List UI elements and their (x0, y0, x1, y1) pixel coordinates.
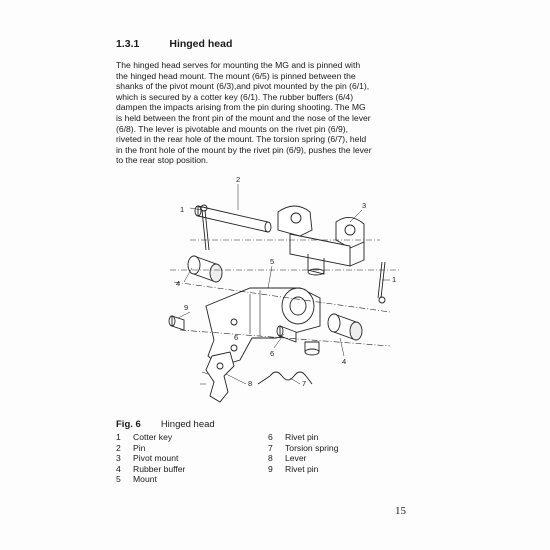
body-paragraph (116, 60, 430, 166)
legend-number: 3 (116, 453, 121, 463)
legend-label: Mount (133, 474, 157, 484)
section-title: Hinged head (169, 38, 233, 50)
paragraph-line: to the rear stop position. (116, 155, 209, 166)
callout-label: 5 (270, 257, 275, 266)
legend-item (116, 464, 266, 475)
callout-label: 8 (248, 379, 253, 388)
lever-part (200, 352, 234, 402)
legend-number: 2 (116, 442, 121, 453)
legend-label: Pivot mount (133, 453, 179, 463)
callout-label: 3 (362, 201, 367, 210)
callout-label: 2 (236, 175, 241, 184)
exploded-view-drawing (150, 170, 410, 410)
legend-item (268, 453, 418, 464)
legend-item (268, 432, 418, 443)
legend-column-left (116, 432, 266, 485)
callout-label: 4 (342, 357, 347, 366)
legend-number: 6 (268, 432, 273, 442)
section-heading (116, 38, 232, 50)
callout-label: 1 (180, 205, 185, 214)
paragraph-line: which is secured by a cotter key (6/1). The rubber buffers (6/4) (116, 91, 354, 102)
rubber-buffer-part (328, 314, 362, 340)
figure-title: Hinged head (160, 419, 215, 430)
legend-number: 1 (116, 432, 121, 442)
callout-label: 4 (176, 279, 181, 288)
legend-item (116, 432, 266, 443)
legend-number: 9 (268, 463, 273, 474)
legend-label: Torsion spring (285, 442, 339, 453)
rubber-buffer-part (188, 256, 222, 282)
legend-number: 7 (268, 442, 273, 453)
figure-number: Fig. 6 (116, 419, 141, 430)
figure-caption (116, 419, 215, 430)
callout-label: 7 (302, 379, 307, 388)
paragraph-line: (6/8). The lever is pivotable and mounts on the rivet pin (6/9), (116, 123, 348, 134)
callout-label: 1 (392, 275, 397, 284)
legend-column-right (268, 432, 418, 474)
legend-label: Rubber buffer (133, 463, 186, 474)
legend-label: Rivet pin (285, 463, 319, 474)
paragraph-line: is held between the front pin of the mount and the nose of the lever (116, 112, 371, 123)
callout-label: 6 (270, 349, 275, 358)
hinged-head-exploded-diagram (150, 170, 410, 410)
legend-item (116, 443, 266, 454)
legend-number: 4 (116, 463, 121, 474)
callout-label: 9 (184, 303, 189, 312)
legend-item (268, 464, 418, 475)
legend-number: 8 (268, 453, 273, 463)
callout-label: 6 (234, 333, 239, 342)
legend-item (268, 443, 418, 454)
rivet-pin-part (169, 316, 184, 330)
paragraph-line: riveted in the rear hole of the mount. The torsion spring (6/7), held (116, 134, 367, 145)
legend-item (116, 474, 266, 485)
legend-item (116, 453, 266, 464)
paragraph-line: The hinged head serves for mounting the MG and is pinned with (116, 60, 361, 70)
cotter-key-part (378, 262, 385, 303)
pivot-mount-part (278, 206, 364, 275)
legend-label: Pin (133, 442, 146, 453)
paragraph-line: the hinged head mount. The mount (6/5) is pinned between the (116, 70, 356, 81)
paragraph-line: in the front hole of the mount by the rivet pin (6/9), pushes the lever (116, 144, 372, 155)
legend-label: Rivet pin (285, 432, 319, 442)
legend-number: 5 (116, 474, 121, 484)
paragraph-line: shanks of the pivot mount (6/3),and pivot mounted by the pin (6/1), (116, 81, 370, 92)
paragraph-line: dampen the impacts arising from the pin during shooting. The MG (116, 102, 366, 113)
section-number: 1.3.1 (116, 38, 140, 50)
legend-label: Cotter key (133, 432, 173, 442)
legend-label: Lever (285, 453, 307, 463)
page-number: 15 (395, 505, 406, 517)
